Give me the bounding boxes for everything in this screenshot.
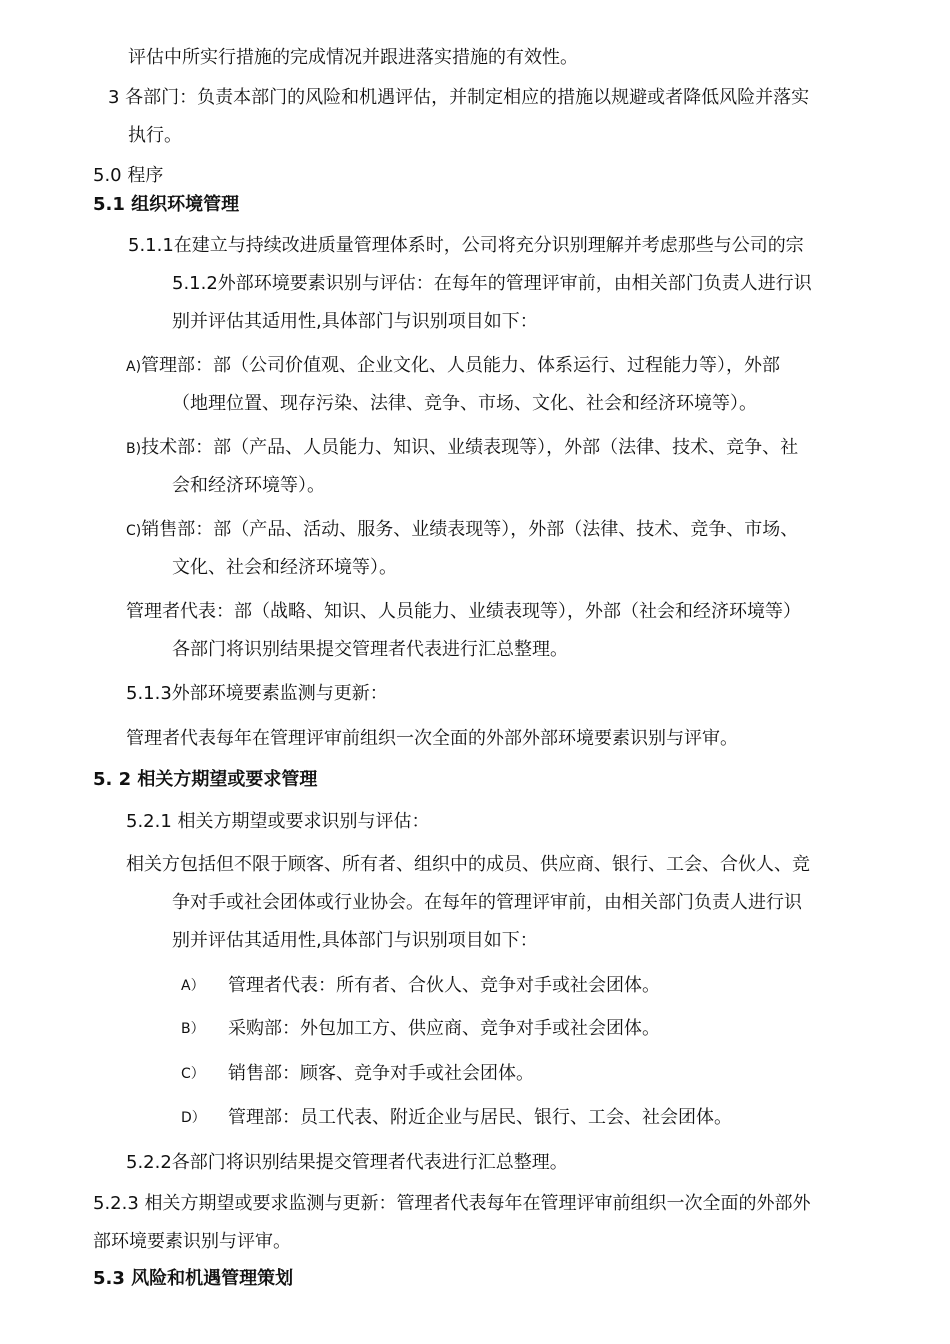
list-item-text: 技术部：部（产品、人员能力、知识、业绩表现等），外部（法律、技术、竞争、社 xyxy=(141,437,799,458)
section-heading: 5.1 组织环境管理 xyxy=(93,194,240,215)
list-item-text: 管理者代表：所有者、合伙人、竞争对手或社会团体。 xyxy=(228,975,660,996)
list-item-text: 管理部：员工代表、附近企业与居民、银行、工会、社会团体。 xyxy=(228,1107,732,1128)
text-line: 评估中所实行措施的完成情况并跟进落实措施的有效性。 xyxy=(128,47,578,68)
text-line: 管理者代表：部（战略、知识、人员能力、业绩表现等），外部（社会和经济环境等） xyxy=(126,601,801,622)
text-line: 5.1.2外部环境要素识别与评估：在每年的管理评审前，由相关部门负责人进行识 xyxy=(172,273,812,294)
text-line: 争对手或社会团体或行业协会。在每年的管理评审前，由相关部门负责人进行识 xyxy=(172,892,802,913)
list-marker: C） xyxy=(181,1066,205,1082)
text-line: 相关方包括但不限于顾客、所有者、组织中的成员、供应商、银行、工会、合伙人、竞 xyxy=(126,854,810,875)
text-line: 文化、社会和经济环境等）。 xyxy=(172,557,397,578)
text-line: 各部门将识别结果提交管理者代表进行汇总整理。 xyxy=(172,639,568,660)
text-line: 5.1.1在建立与持续改进质量管理体系时，公司将充分识别理解并考虑那些与公司的宗 xyxy=(128,235,804,256)
list-marker: A) xyxy=(126,359,142,375)
text-line: 执行。 xyxy=(128,125,182,146)
list-item-text: 采购部：外包加工方、供应商、竞争对手或社会团体。 xyxy=(228,1018,660,1039)
text-line: 5.2.2各部门将识别结果提交管理者代表进行汇总整理。 xyxy=(126,1152,568,1173)
text-line: 3 各部门：负责本部门的风险和机遇评估，并制定相应的措施以规避或者降低风险并落实 xyxy=(108,87,810,108)
text-line: 5.1.3外部环境要素监测与更新： xyxy=(126,683,388,704)
text-line: 别并评估其适用性,具体部门与识别项目如下： xyxy=(172,930,538,951)
list-item-text: 销售部：部（产品、活动、服务、业绩表现等），外部（法律、技术、竞争、市场、 xyxy=(141,519,799,540)
text-line: 别并评估其适用性,具体部门与识别项目如下： xyxy=(172,311,538,332)
list-item xyxy=(126,354,780,379)
list-item-text: 销售部：顾客、竞争对手或社会团体。 xyxy=(228,1063,534,1084)
section-heading: 5.0 程序 xyxy=(93,165,164,186)
text-line: 5.2.3 相关方期望或要求监测与更新：管理者代表每年在管理评审前组织一次全面的外部外 xyxy=(93,1193,811,1214)
list-marker: B) xyxy=(126,441,142,457)
list-item xyxy=(126,518,798,543)
section-heading: 5. 2 相关方期望或要求管理 xyxy=(93,769,318,790)
list-marker: A） xyxy=(181,978,205,994)
text-line: 会和经济环境等）。 xyxy=(172,475,325,496)
list-item xyxy=(126,436,798,461)
list-marker: C) xyxy=(126,523,142,539)
list-marker: B） xyxy=(181,1021,205,1037)
text-line: 5.2.1 相关方期望或要求识别与评估： xyxy=(126,811,430,832)
list-marker: D） xyxy=(181,1110,206,1126)
text-line: 部环境要素识别与评审。 xyxy=(93,1231,291,1252)
text-line: （地理位置、现存污染、法律、竞争、市场、文化、社会和经济环境等）。 xyxy=(172,393,757,414)
text-line: 管理者代表每年在管理评审前组织一次全面的外部外部环境要素识别与评审。 xyxy=(126,728,738,749)
list-item-text: 管理部：部（公司价值观、企业文化、人员能力、体系运行、过程能力等），外部 xyxy=(141,355,781,376)
section-heading: 5.3 风险和机遇管理策划 xyxy=(93,1268,294,1289)
